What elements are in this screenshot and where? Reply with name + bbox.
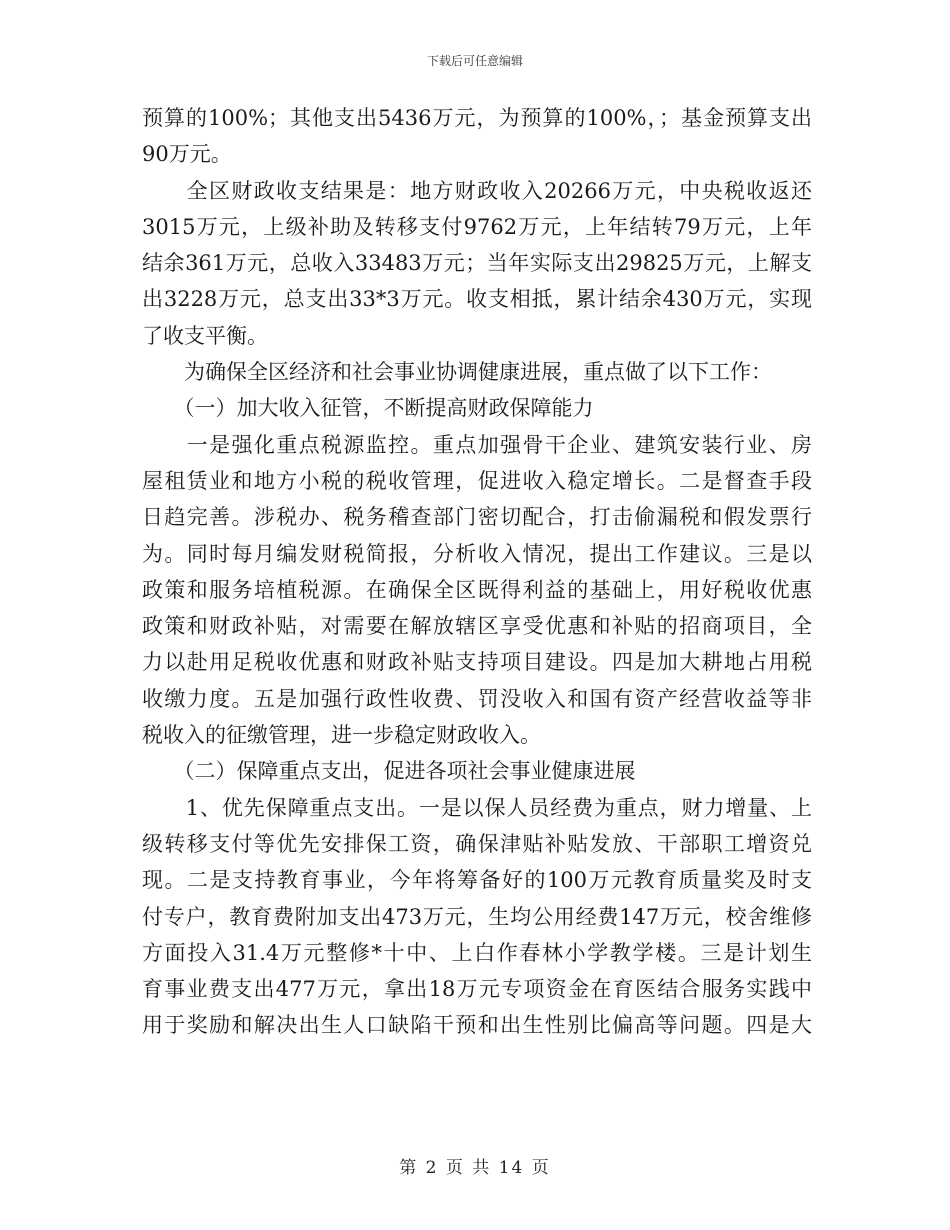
text-line: 结余361万元，总收入33483万元；当年实际支出29825万元，上解支 <box>142 251 812 276</box>
text-line: 全区财政收支结果是：地方财政收入20266万元，中央税收返还 <box>142 178 812 203</box>
text-line: 为确保全区经济和社会事业协调健康进展，重点做了以下工作： <box>142 360 772 385</box>
text-line: 方面投入31.4万元整修*十中、上白作春林小学教学楼。三是计划生 <box>142 940 812 965</box>
text-line: 3015万元，上级补助及转移支付9762万元，上年结转79万元，上年 <box>142 214 812 239</box>
text-line: （一）加大收入征管，不断提高财政保障能力 <box>142 396 594 421</box>
text-line: 政策和服务培植税源。在确保全区既得利益的基础上，用好税收优惠 <box>142 577 812 602</box>
text-line: 付专户，教育费附加支出473万元，生均公用经费147万元，校舍维修 <box>142 904 812 929</box>
text-line: 力以赴用足税收优惠和财政补贴支持项目建设。四是加大耕地占用税 <box>142 650 812 675</box>
text-line: 屋租赁业和地方小税的税收管理，促进收入稳定增长。二是督查手段 <box>142 468 812 493</box>
text-line: 出3228万元，总支出33*3万元。收支相抵，累计结余430万元，实现 <box>142 287 812 312</box>
page-header: 下载后可任意编辑 <box>426 54 523 68</box>
document-body <box>142 100 812 1044</box>
text-line: 收缴力度。五是加强行政性收费、罚没收入和国有资产经营收益等非 <box>142 686 812 711</box>
text-line: 了收支平衡。 <box>142 323 268 348</box>
text-line: 预算的100%；其他支出5436万元，为预算的100%，；基金预算支出 <box>142 106 812 130</box>
text-line: 用于奖励和解决出生人口缺陷干预和出生性别比偏高等问题。四是大 <box>142 1013 812 1038</box>
text-line: 一是强化重点税源监控。重点加强骨干企业、建筑安装行业、房 <box>142 432 812 457</box>
text-line: 政策和财政补贴，对需要在解放辖区享受优惠和补贴的招商项目，全 <box>142 614 812 639</box>
text-line: 现。二是支持教育事业，今年将筹备好的100万元教育质量奖及时支 <box>142 868 812 893</box>
text-line: （二）保障重点支出，促进各项社会事业健康进展 <box>142 759 636 784</box>
text-line: 90万元。 <box>142 142 232 167</box>
text-line: 育事业费支出477万元，拿出18万元专项资金在育医结合服务实践中 <box>142 977 812 1002</box>
text-line: 税收入的征缴管理，进一步稳定财政收入。 <box>142 723 541 748</box>
text-line: 日趋完善。涉税办、税务稽查部门密切配合，打击偷漏税和假发票行 <box>142 505 812 530</box>
text-line: 1、优先保障重点支出。一是以保人员经费为重点，财力增量、上 <box>142 795 812 820</box>
page-footer: 第 2 页 共 14 页 <box>399 1158 551 1178</box>
text-line: 为。同时每月编发财税简报，分析收入情况，提出工作建议。三是以 <box>142 541 812 566</box>
text-line: 级转移支付等优先安排保工资，确保津贴补贴发放、干部职工增资兑 <box>142 831 812 856</box>
